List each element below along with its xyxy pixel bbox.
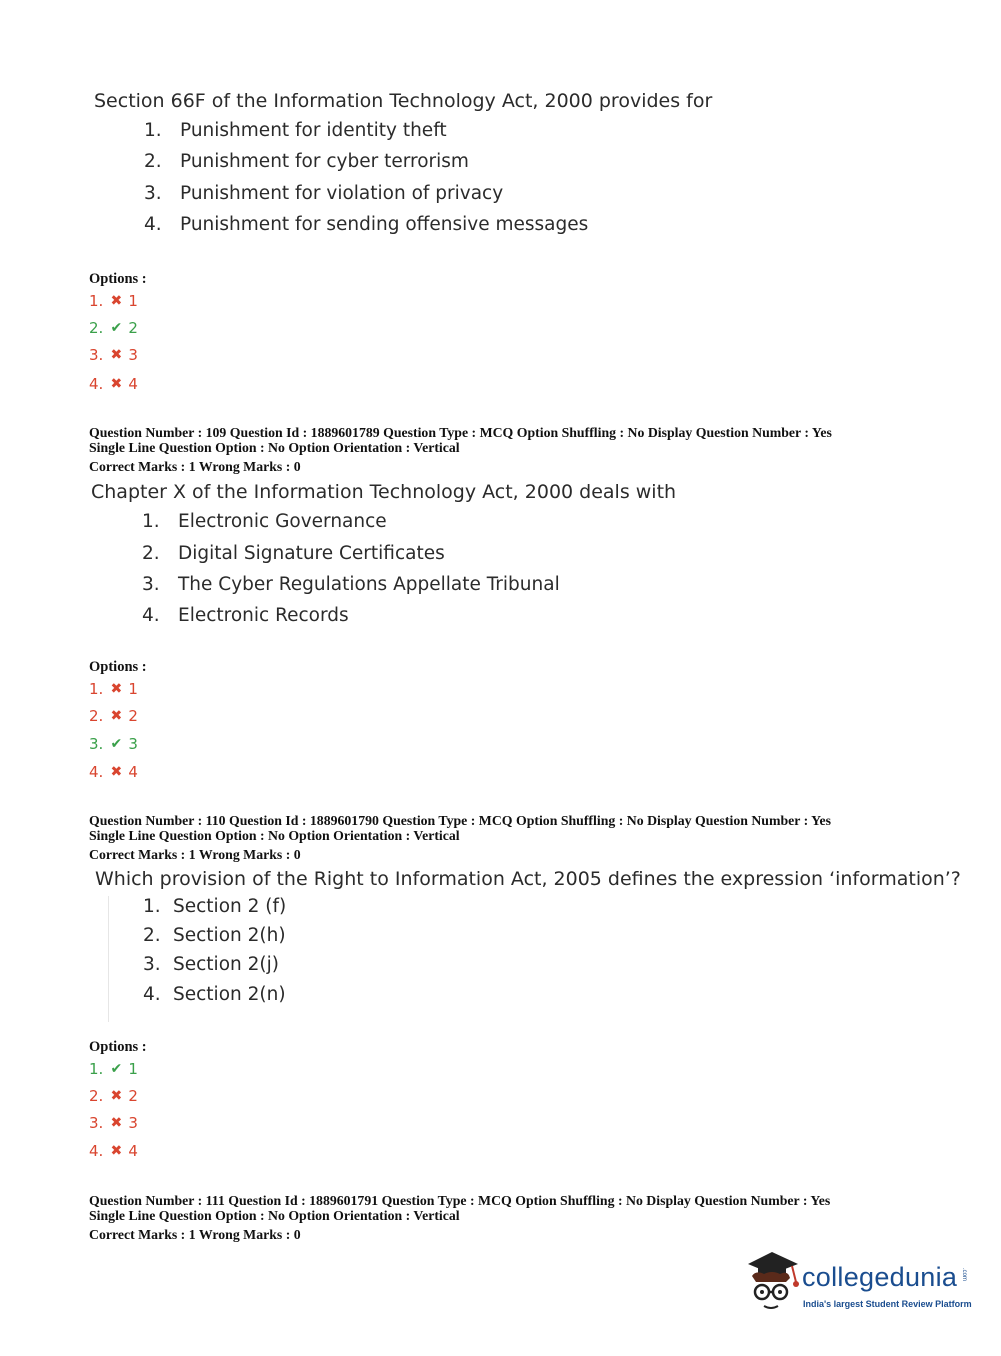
choice-item [142,511,387,532]
wrong-icon: ✖ [110,708,123,724]
options-label: Options : [89,1039,147,1055]
option-number: 3. [89,346,104,364]
wrong-icon: ✖ [110,764,123,780]
options-label: Options : [89,271,147,287]
option-value: 1 [128,680,138,698]
choice-text: Section 2 (f) [173,896,287,917]
choice-number: 1. [142,511,160,532]
choice-item [143,984,286,1005]
option-row [89,680,138,698]
wrong-icon: ✖ [110,376,123,392]
question-meta-line: Question Number : 110 Question Id : 1889601790 Question Type : MCQ Option Shuffling : No Display Question Number : Yes [89,813,832,828]
option-value: 2 [128,319,138,337]
option-value: 3 [128,1114,138,1132]
logo-wordmark: collegedunia [802,1262,958,1292]
choice-item [142,543,445,564]
choice-number: 4. [144,214,162,235]
wrong-icon: ✖ [110,1143,123,1159]
marks-line: Correct Marks : 1 Wrong Marks : 0 [89,1227,301,1242]
choice-number: 2. [143,925,161,946]
option-value: 4 [128,375,138,393]
question-text: Section 66F of the Information Technology Act, 2000 provides for [94,90,713,112]
option-number: 2. [89,319,104,337]
choice-item [144,120,447,141]
choice-text: Electronic Records [178,605,349,626]
option-row [89,1060,138,1078]
check-icon: ✔ [110,1061,123,1077]
wrong-icon: ✖ [110,1115,123,1131]
choice-number: 4. [143,984,161,1005]
wrong-icon: ✖ [110,293,123,309]
question-text: Chapter X of the Information Technology Act, 2000 deals with [91,481,677,503]
choice-item [142,605,349,626]
choice-text: Electronic Governance [178,511,387,532]
option-value: 3 [128,346,138,364]
option-row [89,346,138,364]
choice-text: Punishment for cyber terrorism [180,151,469,172]
logo-com: .com [961,1268,967,1282]
option-row [89,1114,138,1132]
option-number: 4. [89,1142,104,1160]
check-icon: ✔ [110,320,123,336]
choice-text: Section 2(h) [173,925,286,946]
option-row [89,292,138,310]
marks-line: Correct Marks : 1 Wrong Marks : 0 [89,847,301,862]
question-meta-line: Single Line Question Option : No Option Orientation : Vertical [89,1208,460,1223]
option-row [89,1142,138,1160]
option-value: 2 [128,1087,138,1105]
option-row [89,763,138,781]
question-text: Which provision of the Right to Information Act, 2005 defines the expression ‘information’? [95,868,961,890]
option-number: 2. [89,1087,104,1105]
option-value: 2 [128,707,138,725]
option-number: 1. [89,292,104,310]
option-value: 1 [128,1060,138,1078]
choice-item [144,183,503,204]
question-meta-line: Question Number : 109 Question Id : 1889601789 Question Type : MCQ Option Shuffling : No Display Question Number : Yes [89,425,832,440]
choice-item [144,151,469,172]
wrong-icon: ✖ [110,1088,123,1104]
choice-number: 1. [143,896,161,917]
question-meta-line: Single Line Question Option : No Option Orientation : Vertical [89,440,460,455]
option-row [89,319,138,337]
choice-item [144,214,588,235]
choice-number: 3. [144,183,162,204]
collegedunia-logo [742,1248,972,1318]
margin-rule [108,896,109,1022]
choice-text: Digital Signature Certificates [178,543,445,564]
choice-number: 3. [142,574,160,595]
choice-item [143,954,279,975]
check-icon: ✔ [110,736,123,752]
option-value: 1 [128,292,138,310]
logo-tagline: India's largest Student Review Platform [803,1299,972,1309]
option-number: 4. [89,763,104,781]
choice-text: Section 2(n) [173,984,286,1005]
choice-number: 3. [143,954,161,975]
option-number: 3. [89,735,104,753]
choice-number: 2. [142,543,160,564]
option-number: 1. [89,1060,104,1078]
option-number: 1. [89,680,104,698]
option-number: 3. [89,1114,104,1132]
option-row [89,375,138,393]
choice-text: Punishment for identity theft [180,120,447,141]
options-label: Options : [89,659,147,675]
choice-number: 4. [142,605,160,626]
option-number: 4. [89,375,104,393]
wrong-icon: ✖ [110,681,123,697]
option-value: 3 [128,735,138,753]
option-row [89,735,138,753]
choice-item [143,925,286,946]
choice-item [143,896,286,917]
mascot-icon [742,1248,802,1314]
option-row [89,707,138,725]
option-value: 4 [128,763,138,781]
choice-number: 1. [144,120,162,141]
question-meta-line: Single Line Question Option : No Option Orientation : Vertical [89,828,460,843]
option-row [89,1087,138,1105]
choice-number: 2. [144,151,162,172]
option-value: 4 [128,1142,138,1160]
choice-text: Section 2(j) [173,954,279,975]
choice-item [142,574,560,595]
choice-text: Punishment for sending offensive messages [180,214,589,235]
choice-text: The Cyber Regulations Appellate Tribunal [178,574,560,595]
choice-text: Punishment for violation of privacy [180,183,504,204]
option-number: 2. [89,707,104,725]
question-meta-line: Question Number : 111 Question Id : 1889601791 Question Type : MCQ Option Shuffling : No Display Question Number : Yes [89,1193,831,1208]
wrong-icon: ✖ [110,347,123,363]
marks-line: Correct Marks : 1 Wrong Marks : 0 [89,459,301,474]
